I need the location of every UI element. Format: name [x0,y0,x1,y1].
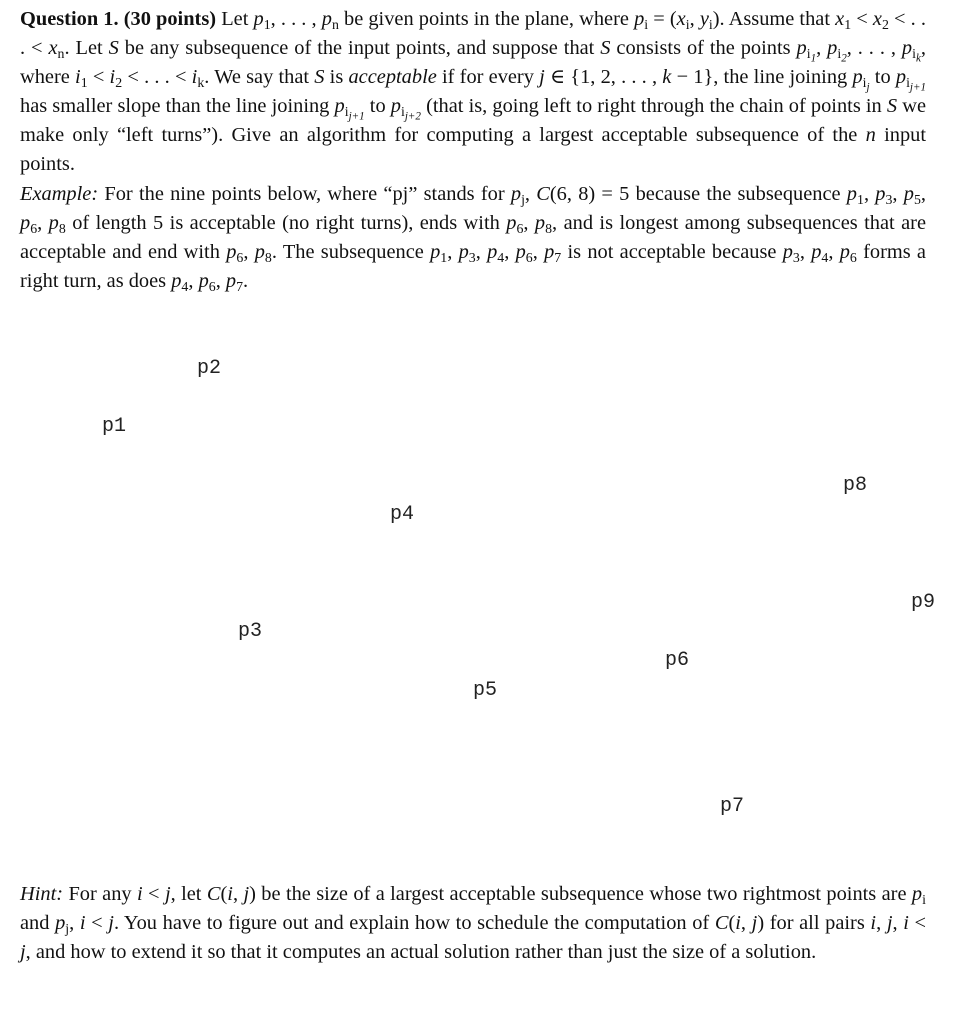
point-label-p3: p3 [238,620,263,643]
point-label-p9: p9 [911,591,936,614]
question-points: (30 points) [123,8,217,30]
example-label: Example: [20,183,99,205]
point-label-p8: p8 [843,474,868,497]
hint-paragraph [20,880,926,967]
point-label-p7: p7 [720,795,745,818]
point-label-p1: p1 [102,415,127,438]
question-paragraph [20,5,926,179]
hint-text: For any i < j, let C(i, j) be the size of a largest acceptable subsequence whose two rightmost points are $p_i$ and $p_j$, i < j. You have to figure out and explain how to schedule the computation of C(i, j) for all pairs i, j, i < j, and how to extend it so that it computes an actual solution rather than just the size of a solution. [20,883,927,963]
point-label-p5: p5 [473,679,498,702]
example-paragraph [20,180,926,296]
point-label-p2: p2 [197,357,222,380]
question-heading: Question 1. [20,8,119,30]
hint-label: Hint: [20,883,64,905]
point-label-p4: p4 [390,503,415,526]
point-label-p6: p6 [665,649,690,672]
example-text: For the nine points below, where “pj” stands for $p_j$, C(6, 8) = 5 because the subsequence $p_1$, $p_3$, $p_5$, $p_6$, $p_8$ of length 5 is acceptable (no right turns), ends with $p_6$, $p_8$, and is longest among subsequences that are acceptable and end with $p_6$, $p_8$. The subsequence $p_1$, $p_3$, $p_4$, $p_6$, $p_7$ is not acceptable because $p_3$, $p_4$, $p_6$ forms a right turn, as does $p_4$, $p_6$, $p_7$. [20,183,927,296]
question-text: Let $p_1$, . . . , $p_n$ be given points in the plane, where $p_i = (x_i$, $y_i$). Assume that $x_1 < x_2$ < . . . < $x_n$. Let S be any subsequence of the input points, and suppose that S consists of the points $p_{i_1}$, $p_{i_2}$, . . . , $p_{i_k}$, where $i_1 < i_2$ < . . . < $i_k$. We say that S is acceptable if for every j ∈ {1, 2, . . . , k − 1}, the line joining $p_{i_j}$ to $p_{i_{j+1}}$ has smaller slope than the line joining $p_{i_{j+1}}$ to $p_{i_{j+2}}$ (that is, going left to right through the chain of points in S we make only “left turns”). Give an algorithm for computing a largest acceptable subsequence of the n input points. [20,8,927,175]
